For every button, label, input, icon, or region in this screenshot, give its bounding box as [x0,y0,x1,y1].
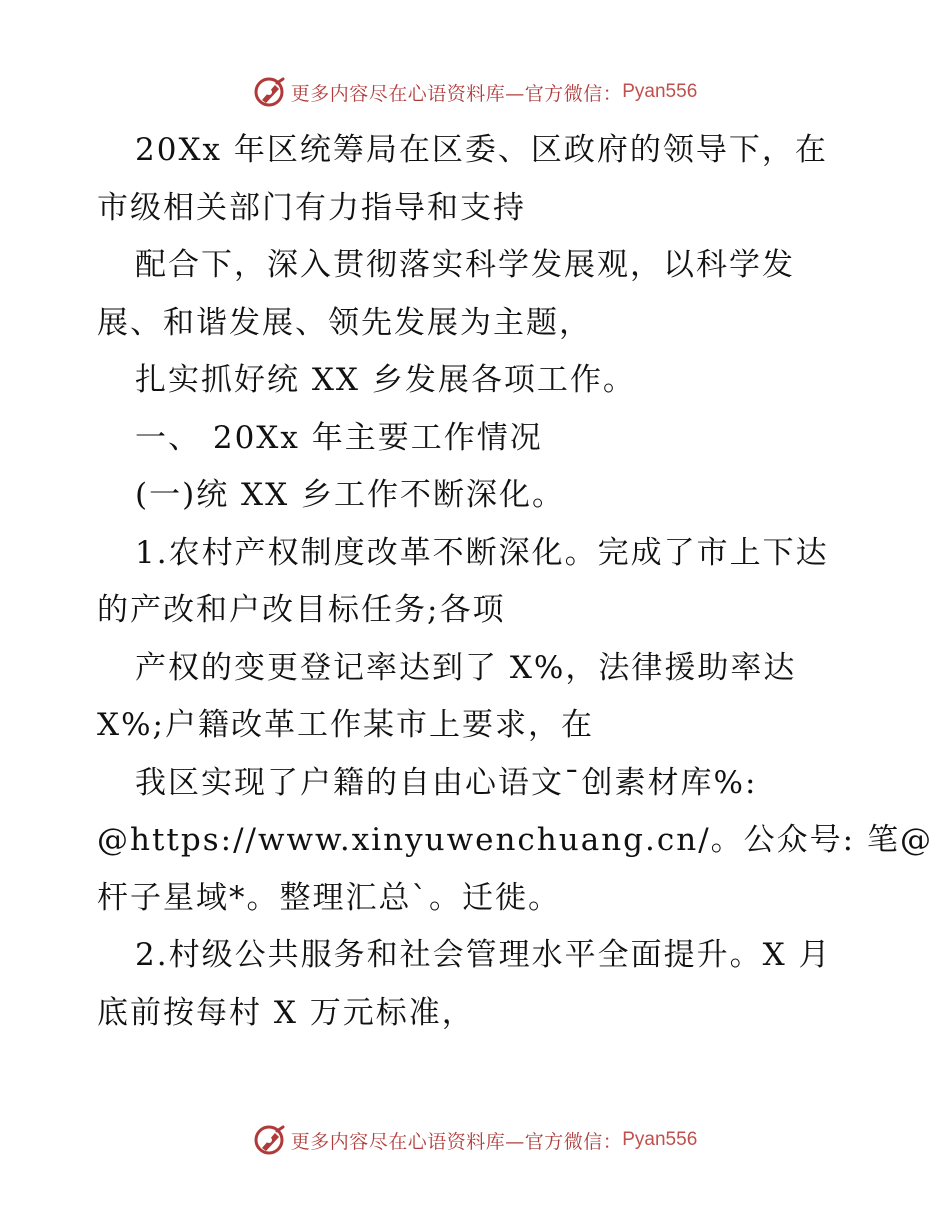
footer-banner-text: 更多内容尽在心语资料库—官方微信： [290,1130,623,1153]
body-line: 2.村级公共服务和社会管理水平全面提升。X 月 [135,937,832,973]
body-line: 的产改和户改目标任务;各项 [97,592,506,628]
body-line: 产权的变更登记率达到了 X%，法律援助率达 [135,649,797,686]
header-banner [0,70,950,114]
body-line: 市级相关部门有力指导和支持 [97,189,526,226]
subsection-heading: (一)统 XX 乡工作不断深化。 [135,477,566,513]
body-line: 我区实现了户籍的自由心语文¯创素材库%: [135,764,758,801]
body-line: 底前按每村 X 万元标准， [97,994,475,1031]
pen-logo-icon [253,1123,287,1157]
body-line: 杆子星域*。整理汇总ˋ。迁徙。 [97,879,561,916]
header-wechat-id: Pyan556 [622,81,698,102]
body-line: 1.农村产权制度改革不断深化。完成了市上下达 [135,534,829,571]
body-line: 配合下，深入贯彻落实科学发展观，以科学发 [135,247,795,283]
body-line: X%;户籍改革工作某市上要求，在 [97,707,594,743]
body-line: 扎实抓好统 XX 乡发展各项工作。 [135,362,636,398]
body-line: @https://www.xinyuwenchuang.cn/。公众号: 笔@ [97,822,933,858]
body-line: 20Xx 年区统筹局在区委、区政府的领导下，在 [135,132,828,168]
document-body [97,122,933,1042]
section-heading: 一、 20Xx 年主要工作情况 [135,419,543,456]
footer-banner [0,1118,950,1162]
header-banner-text: 更多内容尽在心语资料库—官方微信： [290,82,623,105]
pen-logo-icon [253,75,287,109]
body-line: 展、和谐发展、领先发展为主题， [97,304,592,341]
footer-wechat-id: Pyan556 [622,1129,698,1150]
